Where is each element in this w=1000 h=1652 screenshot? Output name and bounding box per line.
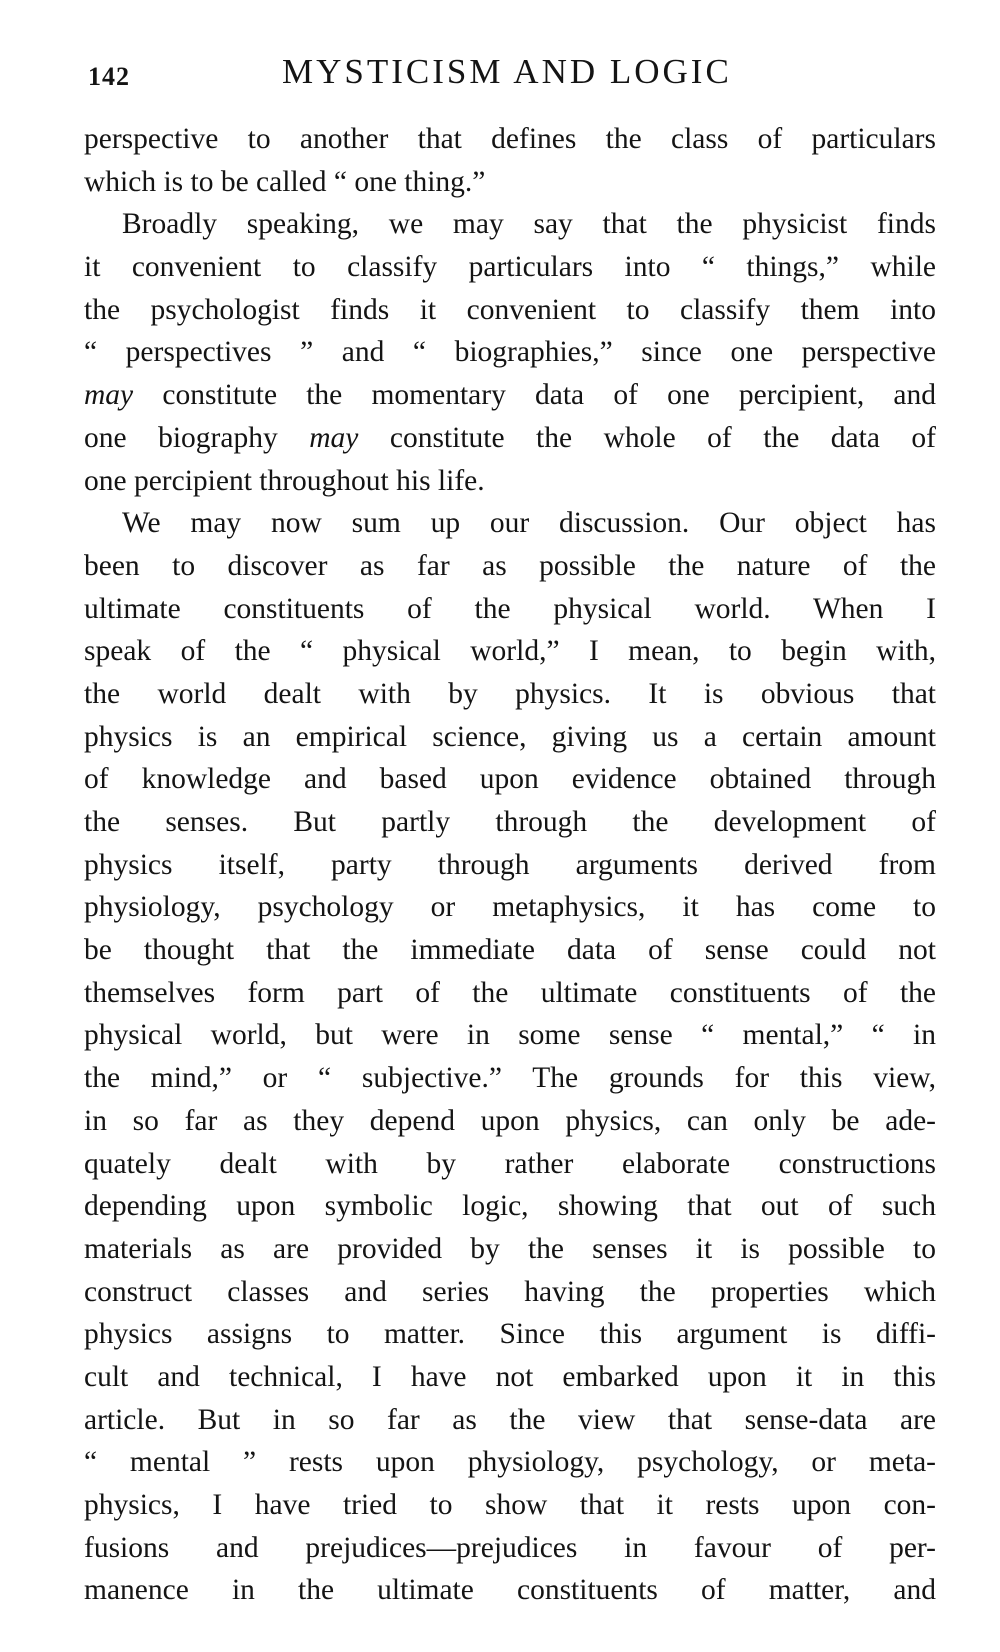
text-line: be thought that the immediate data of sense could not — [84, 934, 936, 967]
text-line: physiology, psychology or metaphysics, it has come to — [84, 891, 936, 924]
text-line — [84, 374, 936, 417]
text-line: in so far as they depend upon physics, can only be ade- — [84, 1104, 936, 1137]
paragraph — [84, 118, 936, 203]
text-line: speak of the “ physical world,” I mean, to begin with, — [84, 635, 936, 668]
paragraph — [84, 203, 936, 502]
text-line: perspective to another that defines the class of particulars — [84, 123, 936, 155]
text-line: physics, I have tried to show that it rests upon con- — [84, 1489, 936, 1521]
italic-emphasis: may — [309, 421, 359, 454]
text-line: materials as are provided by the senses it is possible to — [84, 1232, 936, 1265]
text-line: We may now sum up our discussion. Our object has — [122, 507, 936, 540]
text-line: the psychologist finds it convenient to classify them into — [84, 293, 936, 326]
running-head — [82, 52, 940, 96]
text-line: the mind,” or “ subjective.” The grounds for this view, — [84, 1062, 936, 1095]
text-line: physics itself, party through arguments derived from — [84, 848, 936, 881]
text-line: physics is an empirical science, giving us a certain amount — [84, 720, 936, 753]
text-line — [84, 417, 936, 460]
text-segment: one biography — [84, 421, 310, 454]
text-line: construct classes and series having the properties which — [84, 1275, 936, 1308]
text-line: of knowledge and based upon evidence obtained through — [84, 763, 936, 796]
text-line: depending upon symbolic logic, showing that out of such — [84, 1190, 936, 1223]
text-line: physical world, but were in some sense “ mental,” “ in — [84, 1019, 936, 1052]
text-line: themselves form part of the ultimate constituents of the — [84, 976, 936, 1009]
running-title: MYSTICISM AND LOGIC — [282, 52, 732, 91]
text-line: ultimate constituents of the physical world. When I — [84, 592, 936, 625]
text-line: been to discover as far as possible the nature of the — [84, 549, 936, 582]
italic-emphasis: may — [84, 379, 134, 412]
text-line: physics assigns to matter. Since this argument is diffi- — [84, 1318, 936, 1351]
text-line: quately dealt with by rather elaborate constructions — [84, 1147, 936, 1180]
text-line: “ perspectives ” and “ biographies,” since one perspective — [84, 336, 936, 369]
paragraph — [84, 502, 936, 1612]
text-segment: constitute the momentary data of one percipient, and — [133, 379, 936, 412]
text-line: the world dealt with by physics. It is obvious that — [84, 677, 936, 710]
page-number: 142 — [88, 62, 130, 91]
text-line: cult and technical, I have not embarked upon it in this — [84, 1360, 936, 1393]
text-line: fusions and prejudices—prejudices in favour of per- — [84, 1531, 936, 1564]
text-line: manence in the ultimate constituents of matter, and — [84, 1574, 936, 1607]
text-line: one percipient throughout his life. — [84, 464, 485, 497]
text-line: it convenient to classify particulars into “ things,” while — [84, 251, 936, 284]
body-text — [84, 118, 936, 1612]
text-line: the senses. But partly through the development of — [84, 806, 936, 838]
text-segment: constitute the whole of the data of — [358, 421, 936, 454]
text-line: Broadly speaking, we may say that the physicist finds — [122, 208, 936, 241]
text-line: “ mental ” rests upon physiology, psychology, or meta- — [84, 1446, 936, 1479]
text-line: which is to be called “ one thing.” — [84, 165, 486, 198]
text-line: article. But in so far as the view that sense-data are — [84, 1403, 936, 1436]
